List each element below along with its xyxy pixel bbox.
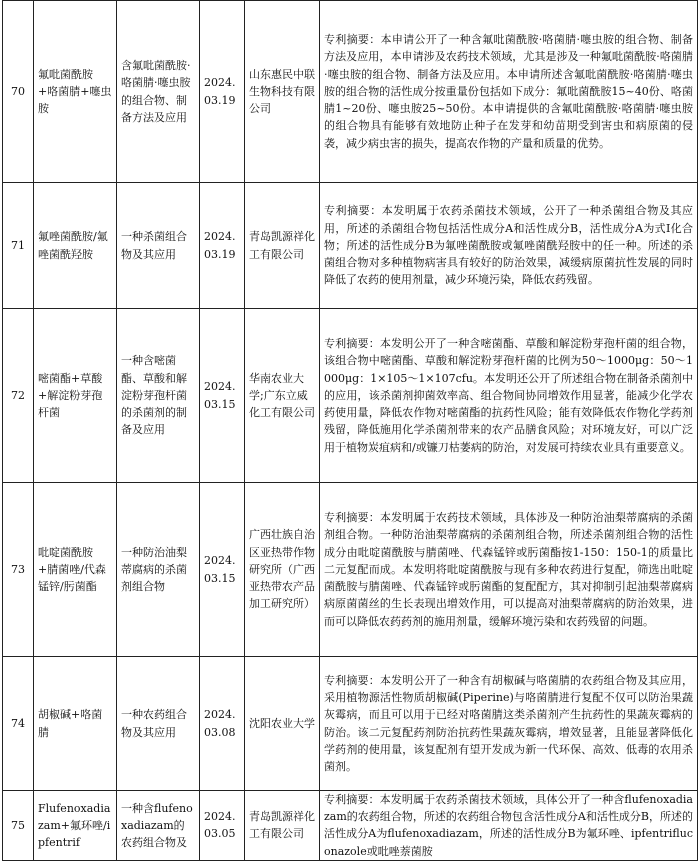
applicant-cell: 山东惠民中联生物科技有限公司 [245,1,320,183]
compound-cell: 嘧菌酯+草酸+解淀粉芽孢杆菌 [34,309,117,483]
patent-title-cell: 一种含flufenoxadiazam的农药组合物及 [117,791,200,861]
applicant-cell: 广西壮族自治区亚热带作物研究所（广西亚热带农产品加工研究所） [245,483,320,657]
compound-cell: Flufenoxadiazam+氟环唑/ipfentrif [34,791,117,861]
abstract-cell: 专利摘要：本发明公开了一种含有胡椒碱与咯菌腈的农药组合物及其应用，采用植物源活性物质胡椒碱(Piperine)与咯菌腈进行复配不仅可以防治果蔬灰霉病，而且可以用于已经对咯菌腈这类杀菌剂产生抗药性的果蔬灰霉病的防治。该二元复配药剂防治抗药性果蔬灰霉病，增效显著，且能显著降低化学药剂的使用量，该复配剂有望开发成为新一代环保、高效、低毒的农用杀菌剂。 [320,657,698,791]
patent-title-cell: 含氟吡菌酰胺·咯菌腈·噻虫胺的组合物、制备方法及应用 [117,1,200,183]
patent-title-cell: 一种杀菌组合物及其应用 [117,183,200,309]
date-cell: 2024.03.08 [200,657,245,791]
compound-cell: 吡啶菌酰胺+腈菌唑/代森锰锌/肟菌酯 [34,483,117,657]
compound-cell: 氟吡菌酰胺+咯菌腈+噻虫胺 [34,1,117,183]
row-number: 74 [3,657,34,791]
patent-title-cell: 一种农药组合物及其应用 [117,657,200,791]
table-row [3,1,698,183]
date-cell: 2024.03.15 [200,483,245,657]
row-number: 70 [3,1,34,183]
table-row [3,657,698,791]
abstract-cell: 专利摘要：本发明属于农药杀菌技术领域，公开了一种杀菌组合物及其应用，所述的杀菌组合物包括活性成分A和活性成分B，活性成分A为式Ⅰ化合物；所述的活性成分B为氟唑菌酰胺或氟唑菌酰羟胺中的任一种。所述的杀菌组合物对多种植物病害具有较好的防治效果，减缓病原菌抗性发展的同时降低了农药的使用剂量，减少环境污染，降低农药残留。 [320,183,698,309]
abstract-cell: 专利摘要：本发明公开了一种含嘧菌酯、草酸和解淀粉芽孢杆菌的组合物，该组合物中嘧菌酯、草酸和解淀粉芽孢杆菌的比例为50～1000μg：50～1000μg：1×105～1×107cfu。本发明还公开了所述组合物在制备杀菌剂中的应用，该杀菌剂抑菌效率高、组合物间协同增效作用显著，能减少化学农药使用量，降低农作物对嘧菌酯的抗药性风险；能有效降低农作物化学药剂残留，降低施用化学杀菌剂带来的农产品膳食风险；对环境友好，可以广泛用于植物炭疽病和/或镰刀枯萎病的防治，对发展可持续农业具有重要意义。 [320,309,698,483]
patent-title-cell: 一种防治油梨蒂腐病的杀菌剂组合物 [117,483,200,657]
patent-table [2,0,698,861]
applicant-cell: 青岛凯源祥化工有限公司 [245,791,320,861]
date-cell: 2024.03.15 [200,309,245,483]
row-number: 72 [3,309,34,483]
date-cell: 2024.03.19 [200,183,245,309]
table-row [3,483,698,657]
abstract-cell: 专利摘要：本发明属于农药杀菌技术领域，具体公开了一种含flufenoxadiazam的农药组合物，所述的农药组合物包含活性成分A和活性成分B，所述的活性成分A为flufenoxadiazam，所述的活性成分B为氟环唑、ipfentrifluconazole或吡唑萘菌胺 [320,791,698,861]
table-row [3,309,698,483]
compound-cell: 氟唑菌酰胺/氟唑菌酰羟胺 [34,183,117,309]
date-cell: 2024.03.05 [200,791,245,861]
table-row [3,791,698,861]
table-row [3,183,698,309]
row-number: 71 [3,183,34,309]
abstract-cell: 专利摘要：本发明属于农药技术领域，具体涉及一种防治油梨蒂腐病的杀菌剂组合物。一种防治油梨蒂腐病的杀菌剂组合物，所述杀菌剂组合物的活性成分由吡啶菌酰胺与腈菌唑、代森锰锌或肟菌酯按1-150：150-1的质量比二元复配而成。本发明将吡啶菌酰胺与现有多种农药进行复配，筛选出吡啶菌酰胺与腈菌唑、代森锰锌或肟菌酯的复配配方，其对抑制引起油梨蒂腐病病原菌菌丝的生长表现出增效作用，可以提高对油梨蒂腐病的防治效果，进而可以降低农药药剂的施用剂量，缓解环境污染和农药残留的问题。 [320,483,698,657]
row-number: 73 [3,483,34,657]
abstract-cell: 专利摘要：本申请公开了一种含氟吡菌酰胺·咯菌腈·噻虫胺的组合物、制备方法及应用，本申请涉及农药技术领域，尤其是涉及一种氟吡菌酰胺·咯菌腈·噻虫胺的组合物、制备方法及应用。本申请所述含氟吡菌酰胺·咯菌腈·噻虫胺的组合物的活性成分按重量份包括如下成分：氟吡菌酰胺15~40份、咯菌腈1~20份、噻虫胺25~50份。本申请提供的含氟吡菌酰胺·咯菌腈·噻虫胺的组合物具有能够有效地防止种子在发芽和幼苗期受到害虫和病原菌的侵袭，减少病虫害的损失，提高农作物的产量和质量的优势。 [320,1,698,183]
applicant-cell: 青岛凯源祥化工有限公司 [245,183,320,309]
applicant-cell: 华南农业大学;广东立威化工有限公司 [245,309,320,483]
date-cell: 2024.03.19 [200,1,245,183]
patent-title-cell: 一种含嘧菌酯、草酸和解淀粉芽孢杆菌的杀菌剂的制备及应用 [117,309,200,483]
compound-cell: 胡椒碱+咯菌腈 [34,657,117,791]
applicant-cell: 沈阳农业大学 [245,657,320,791]
row-number: 75 [3,791,34,861]
